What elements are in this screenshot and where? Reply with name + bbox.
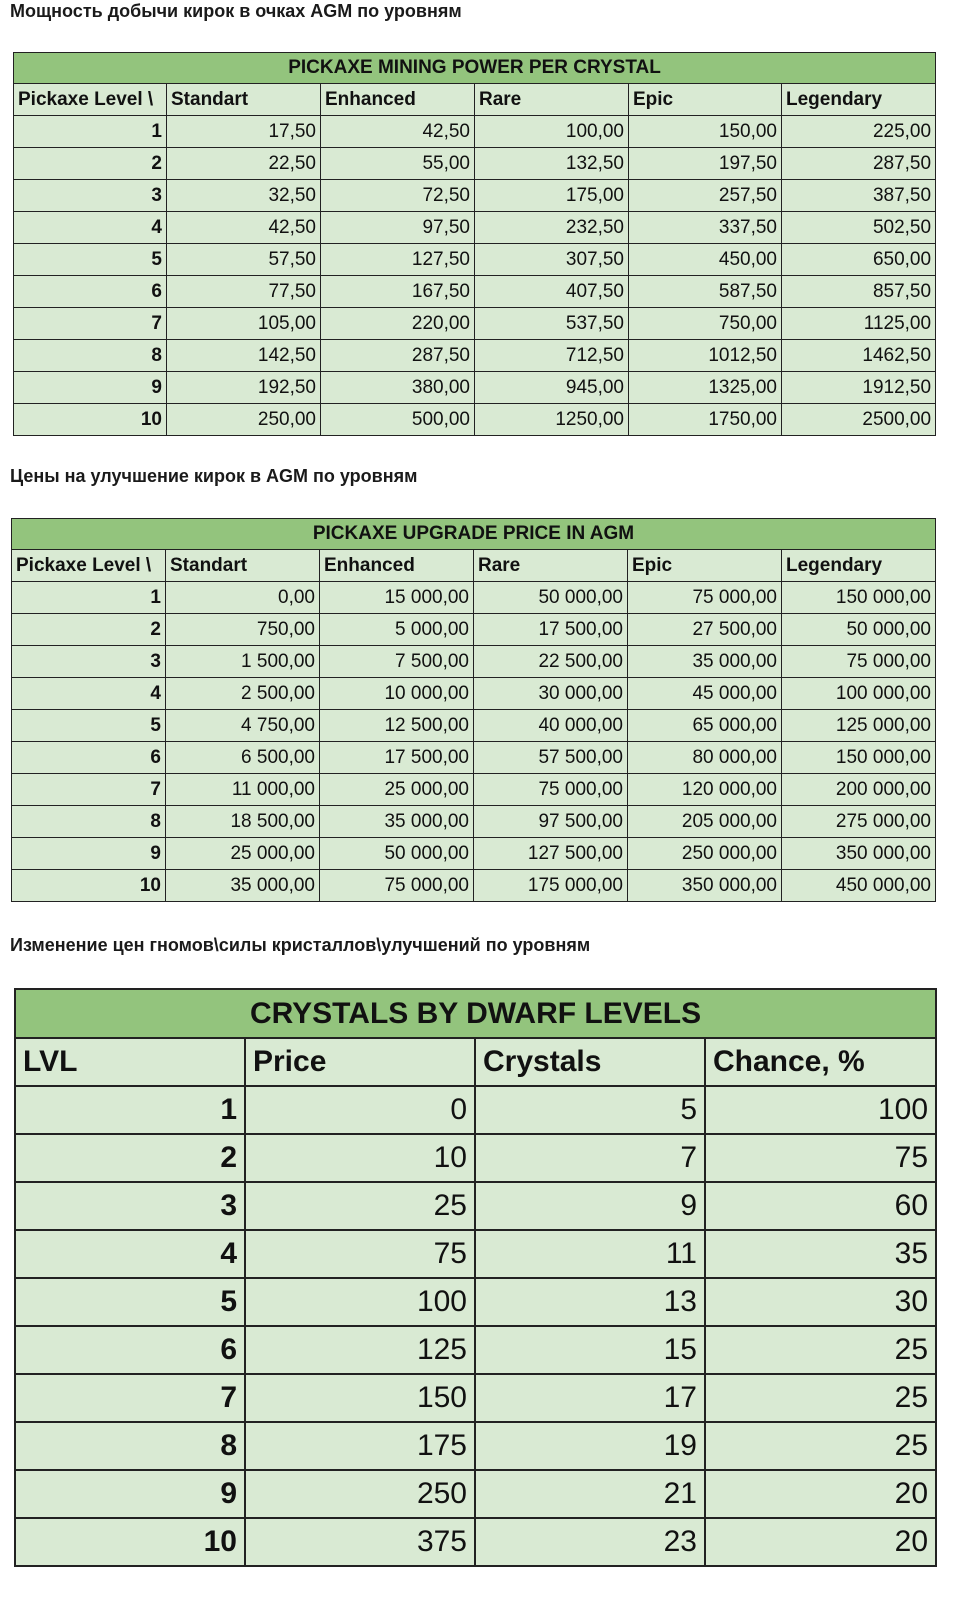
- table-body: [14, 116, 936, 436]
- table-row: [14, 308, 936, 340]
- level-cell: 8: [15, 1422, 245, 1470]
- value-cell: 450,00: [629, 244, 782, 276]
- value-cell: 35 000,00: [320, 806, 474, 838]
- table-row: [14, 372, 936, 404]
- level-cell: 4: [12, 678, 166, 710]
- value-cell: 857,50: [782, 276, 936, 308]
- table-row: [15, 1326, 936, 1374]
- table-row: [14, 116, 936, 148]
- value-cell: 75 000,00: [474, 774, 628, 806]
- value-cell: 287,50: [321, 340, 475, 372]
- column-header: Price: [245, 1038, 475, 1086]
- value-cell: 750,00: [629, 308, 782, 340]
- column-header: Crystals: [475, 1038, 705, 1086]
- value-cell: 42,50: [321, 116, 475, 148]
- value-cell: 40 000,00: [474, 710, 628, 742]
- value-cell: 22 500,00: [474, 646, 628, 678]
- value-cell: 13: [475, 1278, 705, 1326]
- value-cell: 60: [705, 1182, 936, 1230]
- value-cell: 50 000,00: [474, 582, 628, 614]
- value-cell: 4 750,00: [166, 710, 320, 742]
- table-row: [14, 180, 936, 212]
- column-header: Chance, %: [705, 1038, 936, 1086]
- value-cell: 205 000,00: [628, 806, 782, 838]
- column-header: Rare: [475, 84, 629, 116]
- value-cell: 287,50: [782, 148, 936, 180]
- value-cell: 25: [245, 1182, 475, 1230]
- value-cell: 17,50: [167, 116, 321, 148]
- table-title: PICKAXE MINING POWER PER CRYSTAL: [14, 53, 936, 84]
- column-header: Standart: [167, 84, 321, 116]
- value-cell: 42,50: [167, 212, 321, 244]
- table-row: [15, 1278, 936, 1326]
- value-cell: 450 000,00: [782, 870, 936, 902]
- value-cell: 80 000,00: [628, 742, 782, 774]
- value-cell: 21: [475, 1470, 705, 1518]
- table-row: [12, 614, 936, 646]
- value-cell: 132,50: [475, 148, 629, 180]
- value-cell: 15 000,00: [320, 582, 474, 614]
- level-cell: 1: [12, 582, 166, 614]
- table-row: [15, 1086, 936, 1134]
- value-cell: 127 500,00: [474, 838, 628, 870]
- value-cell: 57 500,00: [474, 742, 628, 774]
- level-cell: 2: [12, 614, 166, 646]
- level-cell: 7: [12, 774, 166, 806]
- value-cell: 250 000,00: [628, 838, 782, 870]
- value-cell: 2500,00: [782, 404, 936, 436]
- level-cell: 1: [14, 116, 167, 148]
- value-cell: 7: [475, 1134, 705, 1182]
- value-cell: 75: [245, 1230, 475, 1278]
- value-cell: 175: [245, 1422, 475, 1470]
- table-row: [14, 340, 936, 372]
- level-cell: 3: [12, 646, 166, 678]
- column-header: Pickaxe Level \: [12, 550, 166, 582]
- column-header: Legendary: [782, 84, 936, 116]
- value-cell: 387,50: [782, 180, 936, 212]
- value-cell: 712,50: [475, 340, 629, 372]
- level-cell: 9: [14, 372, 167, 404]
- value-cell: 7 500,00: [320, 646, 474, 678]
- upgrade-price-table: [11, 518, 936, 902]
- value-cell: 12 500,00: [320, 710, 474, 742]
- level-cell: 5: [14, 244, 167, 276]
- value-cell: 125: [245, 1326, 475, 1374]
- level-cell: 1: [15, 1086, 245, 1134]
- value-cell: 25 000,00: [166, 838, 320, 870]
- value-cell: 57,50: [167, 244, 321, 276]
- value-cell: 19: [475, 1422, 705, 1470]
- column-header: LVL: [15, 1038, 245, 1086]
- table-row: [15, 1470, 936, 1518]
- value-cell: 127,50: [321, 244, 475, 276]
- value-cell: 587,50: [629, 276, 782, 308]
- value-cell: 225,00: [782, 116, 936, 148]
- level-cell: 9: [12, 838, 166, 870]
- level-cell: 5: [12, 710, 166, 742]
- value-cell: 20: [705, 1470, 936, 1518]
- value-cell: 197,50: [629, 148, 782, 180]
- heading-upgrade-price: Цены на улучшение кирок в AGM по уровням: [10, 466, 418, 486]
- table-title: CRYSTALS BY DWARF LEVELS: [15, 989, 936, 1038]
- value-cell: 1462,50: [782, 340, 936, 372]
- level-cell: 6: [14, 276, 167, 308]
- value-cell: 65 000,00: [628, 710, 782, 742]
- value-cell: 25: [705, 1422, 936, 1470]
- value-cell: 35 000,00: [628, 646, 782, 678]
- table-row: [14, 404, 936, 436]
- column-header: Legendary: [782, 550, 936, 582]
- value-cell: 45 000,00: [628, 678, 782, 710]
- value-cell: 150 000,00: [782, 582, 936, 614]
- table-row: [12, 870, 936, 902]
- table-row: [14, 148, 936, 180]
- dwarf-levels-table: [14, 988, 937, 1567]
- level-cell: 8: [14, 340, 167, 372]
- value-cell: 9: [475, 1182, 705, 1230]
- value-cell: 100 000,00: [782, 678, 936, 710]
- column-header: Standart: [166, 550, 320, 582]
- value-cell: 250: [245, 1470, 475, 1518]
- value-cell: 10 000,00: [320, 678, 474, 710]
- value-cell: 30 000,00: [474, 678, 628, 710]
- table-row: [15, 1422, 936, 1470]
- value-cell: 537,50: [475, 308, 629, 340]
- value-cell: 142,50: [167, 340, 321, 372]
- value-cell: 50 000,00: [320, 838, 474, 870]
- value-cell: 25: [705, 1374, 936, 1422]
- value-cell: 18 500,00: [166, 806, 320, 838]
- heading-mining-power: Мощность добычи кирок в очках AGM по уровням: [10, 1, 462, 21]
- value-cell: 23: [475, 1518, 705, 1566]
- table-row: [12, 678, 936, 710]
- table-row: [15, 1374, 936, 1422]
- table-row: [14, 276, 936, 308]
- value-cell: 120 000,00: [628, 774, 782, 806]
- value-cell: 2 500,00: [166, 678, 320, 710]
- value-cell: 150,00: [629, 116, 782, 148]
- level-cell: 4: [15, 1230, 245, 1278]
- level-cell: 2: [15, 1134, 245, 1182]
- value-cell: 150 000,00: [782, 742, 936, 774]
- value-cell: 337,50: [629, 212, 782, 244]
- value-cell: 17 500,00: [320, 742, 474, 774]
- value-cell: 100: [705, 1086, 936, 1134]
- value-cell: 945,00: [475, 372, 629, 404]
- level-cell: 6: [15, 1326, 245, 1374]
- table-row: [12, 774, 936, 806]
- table-body: [15, 1086, 936, 1566]
- value-cell: 97 500,00: [474, 806, 628, 838]
- table-row: [15, 1518, 936, 1566]
- value-cell: 32,50: [167, 180, 321, 212]
- value-cell: 15: [475, 1326, 705, 1374]
- value-cell: 35: [705, 1230, 936, 1278]
- value-cell: 275 000,00: [782, 806, 936, 838]
- level-cell: 4: [14, 212, 167, 244]
- value-cell: 0: [245, 1086, 475, 1134]
- table-row: [15, 1182, 936, 1230]
- value-cell: 75 000,00: [628, 582, 782, 614]
- value-cell: 1912,50: [782, 372, 936, 404]
- level-cell: 7: [14, 308, 167, 340]
- value-cell: 175 000,00: [474, 870, 628, 902]
- value-cell: 11 000,00: [166, 774, 320, 806]
- table-row: [14, 212, 936, 244]
- value-cell: 5 000,00: [320, 614, 474, 646]
- column-header: Enhanced: [320, 550, 474, 582]
- level-cell: 9: [15, 1470, 245, 1518]
- column-header: Epic: [628, 550, 782, 582]
- value-cell: 0,00: [166, 582, 320, 614]
- value-cell: 27 500,00: [628, 614, 782, 646]
- value-cell: 307,50: [475, 244, 629, 276]
- value-cell: 17 500,00: [474, 614, 628, 646]
- value-cell: 750,00: [166, 614, 320, 646]
- value-cell: 50 000,00: [782, 614, 936, 646]
- level-cell: 2: [14, 148, 167, 180]
- value-cell: 192,50: [167, 372, 321, 404]
- value-cell: 232,50: [475, 212, 629, 244]
- value-cell: 1012,50: [629, 340, 782, 372]
- level-cell: 10: [15, 1518, 245, 1566]
- value-cell: 77,50: [167, 276, 321, 308]
- value-cell: 1125,00: [782, 308, 936, 340]
- value-cell: 72,50: [321, 180, 475, 212]
- value-cell: 380,00: [321, 372, 475, 404]
- value-cell: 502,50: [782, 212, 936, 244]
- value-cell: 1325,00: [629, 372, 782, 404]
- level-cell: 3: [15, 1182, 245, 1230]
- value-cell: 25: [705, 1326, 936, 1374]
- level-cell: 10: [12, 870, 166, 902]
- value-cell: 175,00: [475, 180, 629, 212]
- value-cell: 250,00: [167, 404, 321, 436]
- value-cell: 75 000,00: [782, 646, 936, 678]
- value-cell: 1 500,00: [166, 646, 320, 678]
- value-cell: 11: [475, 1230, 705, 1278]
- level-cell: 10: [14, 404, 167, 436]
- table-row: [12, 582, 936, 614]
- value-cell: 220,00: [321, 308, 475, 340]
- mining-power-table: [13, 52, 936, 436]
- table-title: PICKAXE UPGRADE PRICE IN AGM: [12, 519, 936, 550]
- table-row: [12, 806, 936, 838]
- value-cell: 150: [245, 1374, 475, 1422]
- level-cell: 5: [15, 1278, 245, 1326]
- table-row: [12, 646, 936, 678]
- value-cell: 350 000,00: [628, 870, 782, 902]
- value-cell: 407,50: [475, 276, 629, 308]
- value-cell: 1250,00: [475, 404, 629, 436]
- value-cell: 75 000,00: [320, 870, 474, 902]
- value-cell: 257,50: [629, 180, 782, 212]
- value-cell: 17: [475, 1374, 705, 1422]
- column-header: Epic: [629, 84, 782, 116]
- table-row: [12, 742, 936, 774]
- value-cell: 97,50: [321, 212, 475, 244]
- column-header: Pickaxe Level \: [14, 84, 167, 116]
- level-cell: 6: [12, 742, 166, 774]
- value-cell: 125 000,00: [782, 710, 936, 742]
- value-cell: 375: [245, 1518, 475, 1566]
- level-cell: 3: [14, 180, 167, 212]
- column-header: Enhanced: [321, 84, 475, 116]
- value-cell: 5: [475, 1086, 705, 1134]
- table-row: [14, 244, 936, 276]
- table-row: [12, 838, 936, 870]
- value-cell: 20: [705, 1518, 936, 1566]
- value-cell: 22,50: [167, 148, 321, 180]
- level-cell: 8: [12, 806, 166, 838]
- column-header: Rare: [474, 550, 628, 582]
- table-row: [15, 1230, 936, 1278]
- value-cell: 35 000,00: [166, 870, 320, 902]
- value-cell: 200 000,00: [782, 774, 936, 806]
- value-cell: 100,00: [475, 116, 629, 148]
- value-cell: 30: [705, 1278, 936, 1326]
- value-cell: 1750,00: [629, 404, 782, 436]
- value-cell: 10: [245, 1134, 475, 1182]
- value-cell: 650,00: [782, 244, 936, 276]
- value-cell: 55,00: [321, 148, 475, 180]
- level-cell: 7: [15, 1374, 245, 1422]
- heading-dwarf-levels: Изменение цен гномов\силы кристаллов\улучшений по уровням: [10, 935, 591, 955]
- value-cell: 105,00: [167, 308, 321, 340]
- value-cell: 25 000,00: [320, 774, 474, 806]
- value-cell: 75: [705, 1134, 936, 1182]
- value-cell: 167,50: [321, 276, 475, 308]
- value-cell: 500,00: [321, 404, 475, 436]
- value-cell: 350 000,00: [782, 838, 936, 870]
- value-cell: 6 500,00: [166, 742, 320, 774]
- table-row: [15, 1134, 936, 1182]
- table-row: [12, 710, 936, 742]
- value-cell: 100: [245, 1278, 475, 1326]
- table-body: [12, 582, 936, 902]
